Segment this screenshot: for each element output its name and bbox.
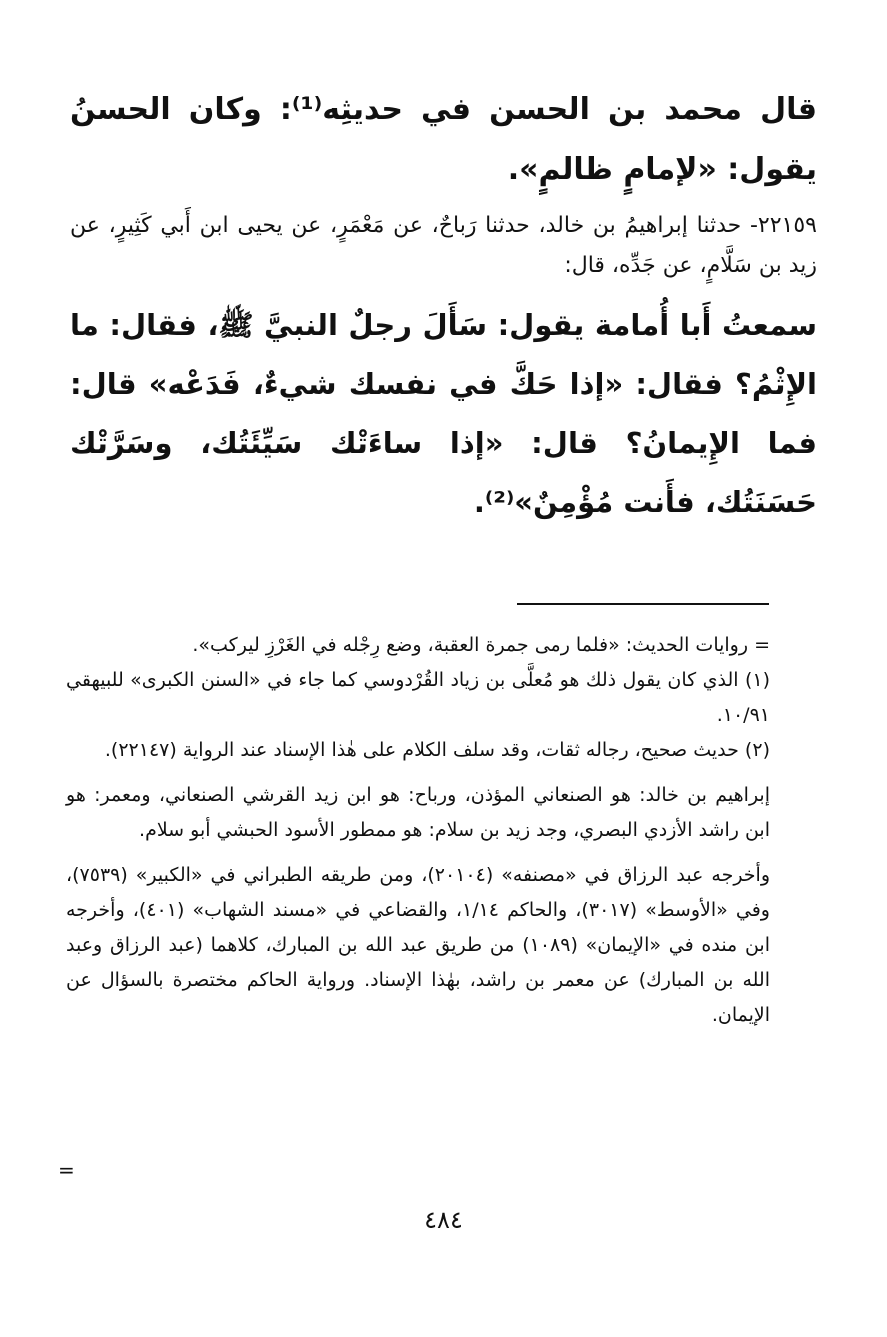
footnote-2: (٢) حديث صحيح، رجاله ثقات، وقد سلف الكلام على هٰذا الإسناد عند الرواية (٢٢١٤٧).: [104, 739, 770, 761]
footnote-continuation: = روايات الحديث: «فلما رمى جمرة العقبة، وضع رِجْله في الغَرْزِ ليركب».: [192, 634, 770, 656]
main-text: [70, 80, 817, 532]
footnote-divider: [517, 603, 769, 605]
hadith-isnad: ٢٢١٥٩- حدثنا إبراهيمُ بن خالد، حدثنا رَباحٌ، عن مَعْمَرٍ، عن يحيى ابن أَبي كَثِيرٍ، عن زيد بن سَلَّامٍ، عن جَدِّه، قال:: [70, 213, 817, 278]
continuation-mark: =: [58, 1158, 75, 1182]
footnotes-section: [66, 628, 770, 1033]
hadith-matn: سمعتُ أَبا أُمامة يقول: سَأَلَ رجلٌ النبيَّ ﷺ، فقال: ما الإِثْمُ؟ فقال: «إذا حَكَّ في نفسك شيءٌ، فَدَعْه» قال: فما الإِيمانُ؟ قال: «إذا ساءَتْك سَيِّئَتُك، وسَرَّتْك حَسَنَتُك، فأَنت مُؤْمِنٌ»⁽²⁾.: [70, 308, 817, 519]
footnote-sources: وأخرجه عبد الرزاق في «مصنفه» (٢٠١٠٤)، ومن طريقه الطبراني في «الكبير» (٧٥٣٩)، وفي «الأوسط» (٣٠١٧)، والحاكم ١/١٤، والقضاعي في «مسند الشهاب» (٤٠١)، وأخرجه ابن منده في «الإيمان» (١٠٨٩) من طريق عبد الله بن المبارك، كلاهما (عبد الرزاق وعبد الله بن المبارك) عن معمر بن راشد، بهٰذا الإسناد. ورواية الحاكم مختصرة بالسؤال عن الإيمان.: [66, 864, 770, 1026]
footnote-narrators: إبراهيم بن خالد: هو الصنعاني المؤذن، ورباح: هو ابن زيد القرشي الصنعاني، ومعمر: هو ابن راشد الأزدي البصري، وجد زيد بن سلام: هو ممطور الأسود الحبشي أبو سلام.: [66, 784, 770, 841]
footnote-1: (١) الذي كان يقول ذلك هو مُعلَّى بن زياد القُرْدوسي كما جاء في «السنن الكبرى» للبيهقي ١٠/٩١.: [66, 669, 770, 726]
paragraph-hasan-quote: قال محمد بن الحسن في حديثِه⁽¹⁾: وكان الحسنُ يقول: «لإمامٍ ظالمٍ».: [70, 92, 818, 187]
page-number: ٤٨٤: [424, 1206, 463, 1234]
